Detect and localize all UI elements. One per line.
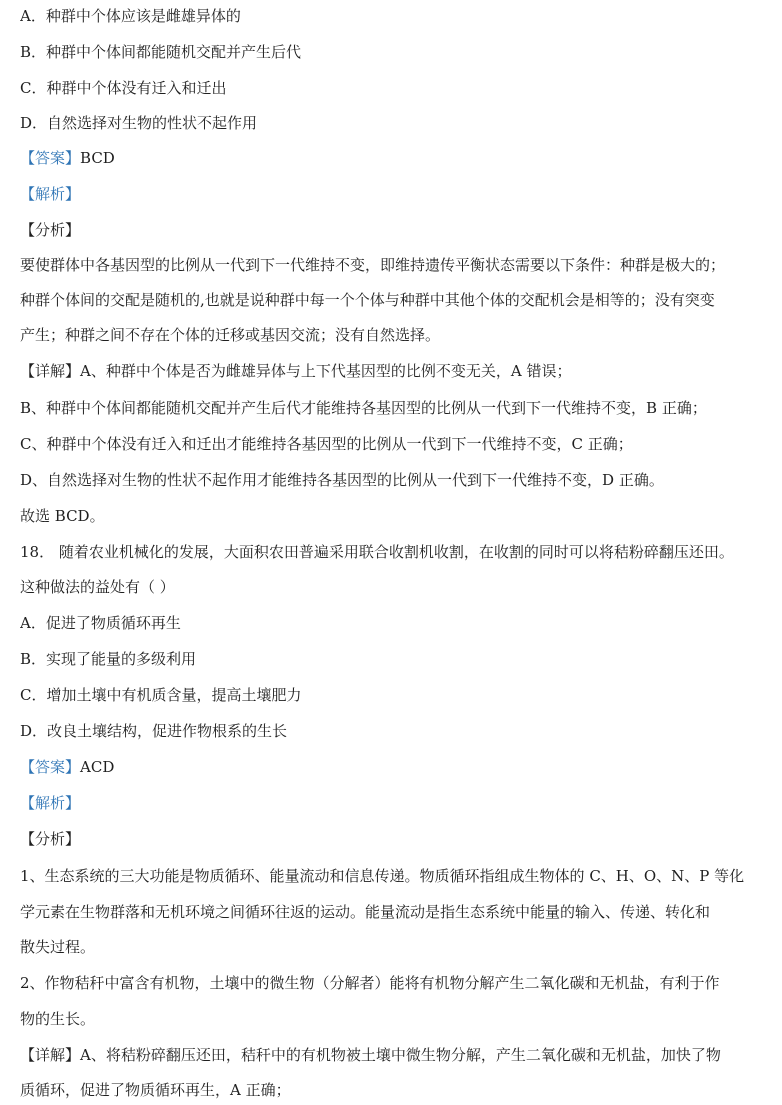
q17-fenxi-line-3: 产生；种群之间不存在个体的迁移或基因交流；没有自然选择。 xyxy=(20,326,441,344)
q18-stem-line-2: 这种做法的益处有（ ） xyxy=(20,578,175,596)
q18-option-c: C．增加土壤中有机质含量，提高土壤肥力 xyxy=(20,686,302,704)
q17-fenxi-line-2: 种群个体间的交配是随机的,也就是说种群中每一个个体与种群中其他个体的交配机会是相等的；没有突变 xyxy=(20,291,715,309)
q18-option-a: A．促进了物质循环再生 xyxy=(20,614,181,632)
q18-option-b: B．实现了能量的多级利用 xyxy=(20,650,197,668)
q18-option-d: D．改良土壤结构，促进作物根系的生长 xyxy=(20,722,288,740)
q17-answer-line xyxy=(20,148,770,168)
q18-fenxi-line-4: 2、作物秸秆中富含有机物，土壤中的微生物（分解者）能将有机物分解产生二氧化碳和无机盐，有利于作 xyxy=(20,974,720,992)
q18-fenxi-line-2: 学元素在生物群落和无机环境之间循环往返的运动。能量流动是指生态系统中能量的输入、传递、转化和 xyxy=(20,903,711,921)
xiangjie-label: 【详解】 xyxy=(20,362,81,380)
q17-fenxi-label: 【分析】 xyxy=(20,221,81,239)
q17-xiangjie-line-4: D、自然选择对生物的性状不起作用才能维持各基因型的比例从一代到下一代维持不变，D 正确。 xyxy=(20,471,664,489)
q17-option-b: B．种群中个体间都能随机交配并产生后代 xyxy=(20,43,302,61)
q17-fenxi-line-1: 要使群体中各基因型的比例从一代到下一代维持不变，即维持遗传平衡状态需要以下条件：种群是极大的； xyxy=(20,256,726,274)
q17-xiangjie-line-2: B、种群中个体间都能随机交配并产生后代才能维持各基因型的比例从一代到下一代维持不变，B 正确； xyxy=(20,399,707,417)
q17-option-c: C．种群中个体没有迁入和迁出 xyxy=(20,79,227,97)
q18-xiangjie-line-1 xyxy=(20,1045,770,1065)
q17-jiexi-label: 【解析】 xyxy=(20,185,81,203)
answer-label: 【答案】 xyxy=(20,149,81,167)
xiangjie-label: 【详解】 xyxy=(20,1046,81,1064)
xiangjie-text: A、将秸粉碎翻压还田，秸秆中的有机物被土壤中微生物分解，产生二氧化碳和无机盐，加快了物 xyxy=(80,1046,721,1064)
answer-value: BCD xyxy=(80,149,115,167)
xiangjie-text: A、种群中个体是否为雌雄异体与上下代基因型的比例不变无关，A 错误； xyxy=(80,362,572,380)
answer-value: ACD xyxy=(80,758,115,776)
q18-fenxi-line-3: 散失过程。 xyxy=(20,938,96,956)
q18-fenxi-line-5: 物的生长。 xyxy=(20,1010,96,1028)
q18-answer-line xyxy=(20,757,770,777)
q17-xiangjie-line-3: C、种群中个体没有迁入和迁出才能维持各基因型的比例从一代到下一代维持不变，C 正确； xyxy=(20,435,633,453)
q17-option-d: D．自然选择对生物的性状不起作用 xyxy=(20,114,258,132)
q17-xiangjie-line-1 xyxy=(20,361,770,381)
q17-conclusion: 故选 BCD。 xyxy=(20,507,105,525)
q18-fenxi-label: 【分析】 xyxy=(20,830,81,848)
q18-stem-line-1: 18． 随着农业机械化的发展，大面积农田普遍采用联合收割机收割，在收割的同时可以将秸粉碎翻压还田。 xyxy=(20,543,734,561)
q18-jiexi-label: 【解析】 xyxy=(20,794,81,812)
q18-xiangjie-line-2: 质循环，促进了物质循环再生，A 正确； xyxy=(20,1081,291,1099)
q18-fenxi-line-1: 1、生态系统的三大功能是物质循环、能量流动和信息传递。物质循环指组成生物体的 C、H、O、N、P 等化 xyxy=(20,867,745,885)
q17-option-a: A．种群中个体应该是雌雄异体的 xyxy=(20,7,241,25)
answer-label: 【答案】 xyxy=(20,758,81,776)
